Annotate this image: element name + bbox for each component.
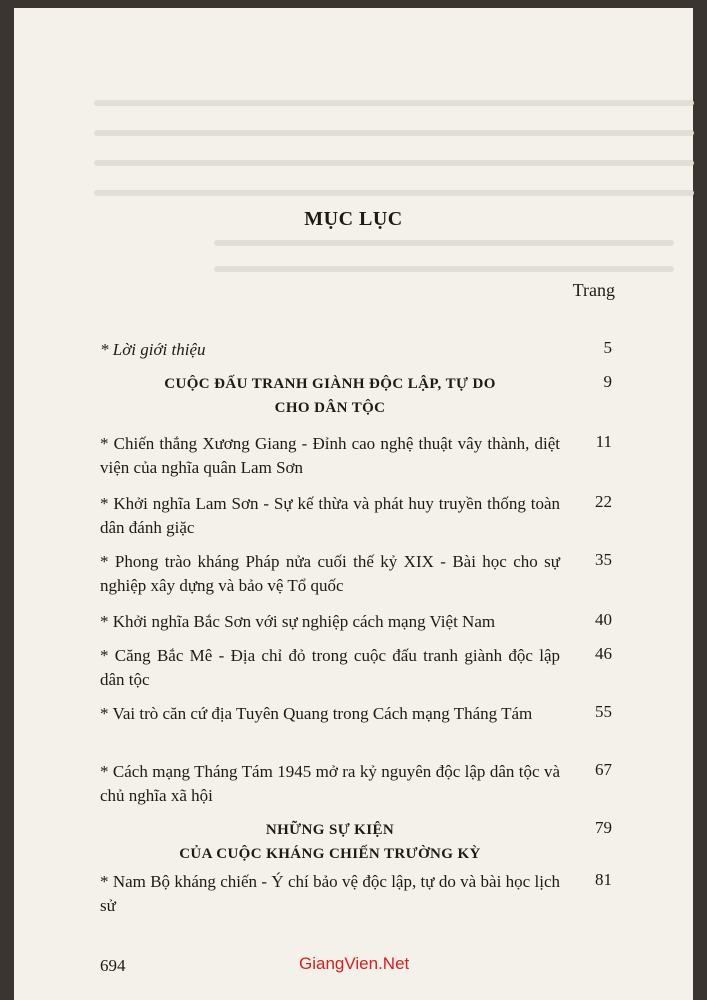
toc-page-number: 46 xyxy=(595,644,612,663)
toc-page-number: 55 xyxy=(595,702,612,721)
toc-entry: * Căng Bắc Mê - Địa chỉ đỏ trong cuộc đấu tranh giành độc lập dân tộc xyxy=(100,646,560,689)
toc-entry: * Vai trò căn cứ địa Tuyên Quang trong Cách mạng Tháng Tám xyxy=(100,704,533,723)
footer-page-number: 694 xyxy=(100,956,126,975)
section-heading-line: CỦA CUỘC KHÁNG CHIẾN TRƯỜNG KỲ xyxy=(179,846,481,862)
bleed-through-line xyxy=(214,266,674,272)
page-column-header: Trang xyxy=(572,280,615,300)
book-page xyxy=(14,8,693,1000)
bleed-through-line xyxy=(94,130,694,136)
toc-page-number: 11 xyxy=(595,432,612,451)
section-heading-line: NHỮNG SỰ KIỆN xyxy=(265,822,395,838)
toc-entry: * Phong trào kháng Pháp nửa cuối thế kỷ XIX - Bài học cho sự nghiệp xây dựng và bảo vệ Tổ quốc xyxy=(100,552,560,595)
toc-page-number: 35 xyxy=(595,550,612,569)
toc-entry: * Khởi nghĩa Bắc Sơn với sự nghiệp cách mạng Việt Nam xyxy=(100,612,496,631)
toc-page-number: 22 xyxy=(595,492,612,511)
toc-entry: * Khởi nghĩa Lam Sơn - Sự kế thừa và phát huy truyền thống toàn dân đánh giặc xyxy=(100,494,560,537)
page-title: MỤC LỤC xyxy=(304,208,403,230)
toc-page-number: 79 xyxy=(595,818,612,837)
toc-section-heading xyxy=(100,818,560,866)
toc-entry: * Cách mạng Tháng Tám 1945 mở ra kỷ nguyên độc lập dân tộc và chủ nghĩa xã hội xyxy=(100,762,560,805)
bleed-through-line xyxy=(94,160,694,166)
toc-entry: * Lời giới thiệu xyxy=(100,340,206,359)
toc-page-number: 40 xyxy=(595,610,612,629)
watermark-link[interactable]: GiangVien.Net xyxy=(299,954,410,973)
bleed-through-line xyxy=(214,240,674,246)
toc-page-number: 67 xyxy=(595,760,612,779)
section-heading-line: CUỘC ĐẤU TRANH GIÀNH ĐỘC LẬP, TỰ DO xyxy=(164,376,496,392)
toc-page-number: 5 xyxy=(603,338,612,357)
section-heading-line: CHO DÂN TỘC xyxy=(274,400,386,416)
toc-entry: * Chiến thắng Xương Giang - Đỉnh cao nghệ thuật vây thành, diệt viện của nghĩa quân Lam Sơn xyxy=(100,434,560,477)
toc-entry: * Nam Bộ kháng chiến - Ý chí bảo vệ độc lập, tự do và bài học lịch sử xyxy=(100,872,560,915)
toc-page-number: 81 xyxy=(595,870,612,889)
toc-section-heading xyxy=(100,372,560,420)
bleed-through-line xyxy=(94,100,694,106)
toc-page-number: 9 xyxy=(603,372,612,391)
bleed-through-line xyxy=(94,190,694,196)
